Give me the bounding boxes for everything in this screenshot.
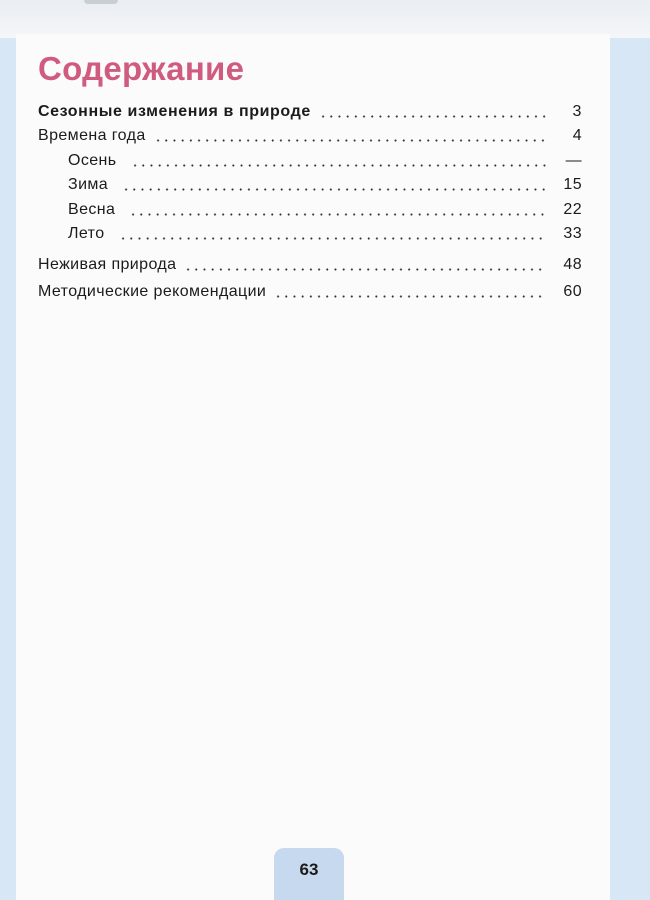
toc-entry-page: 4	[572, 127, 582, 144]
dot-leader	[154, 139, 546, 142]
page-number: 63	[299, 860, 319, 879]
toc-entry-label: Сезонные изменения в природе	[38, 102, 311, 120]
page-title: Содержание	[38, 50, 245, 87]
toc-entry-summer[interactable]	[38, 220, 582, 245]
dot-leader	[122, 188, 546, 191]
toc-entry-page: 33	[563, 225, 582, 242]
bookmark-mark	[84, 0, 118, 4]
toc-entry-seasonal-changes[interactable]	[38, 97, 582, 122]
dot-leader	[274, 295, 546, 298]
toc-entry-methodical-recommendations[interactable]	[38, 278, 582, 303]
toc-entry-page: 3	[572, 102, 582, 120]
toc-entry-label: Времена года	[38, 127, 146, 144]
dot-leader	[119, 237, 546, 240]
toc-entry-page: 48	[563, 255, 582, 273]
page-top-edge	[0, 0, 650, 38]
toc-entry-page: —	[565, 151, 582, 169]
toc-entry-nonliving-nature[interactable]	[38, 250, 582, 275]
toc-entry-page: 15	[563, 176, 582, 193]
toc-entry-label: Неживая природа	[38, 255, 177, 273]
dot-leader	[131, 164, 546, 167]
dot-leader	[319, 115, 546, 118]
toc-entry-label: Осень	[68, 151, 117, 169]
toc-entry-page: 60	[563, 283, 582, 300]
toc-entry-spring[interactable]	[38, 195, 582, 220]
toc-entry-winter[interactable]	[38, 171, 582, 196]
toc-entry-label: Лето	[68, 225, 105, 242]
table-of-contents	[38, 97, 582, 302]
dot-leader	[184, 268, 546, 271]
toc-entry-page: 22	[563, 200, 582, 218]
toc-entry-autumn[interactable]	[38, 146, 582, 171]
toc-entry-seasons[interactable]	[38, 122, 582, 147]
book-page	[16, 34, 610, 900]
page-number-tab	[274, 848, 344, 900]
dot-leader	[129, 213, 546, 216]
toc-entry-label: Весна	[68, 200, 116, 218]
toc-entry-label: Зима	[68, 176, 109, 193]
toc-entry-label: Методические рекомендации	[38, 283, 267, 300]
